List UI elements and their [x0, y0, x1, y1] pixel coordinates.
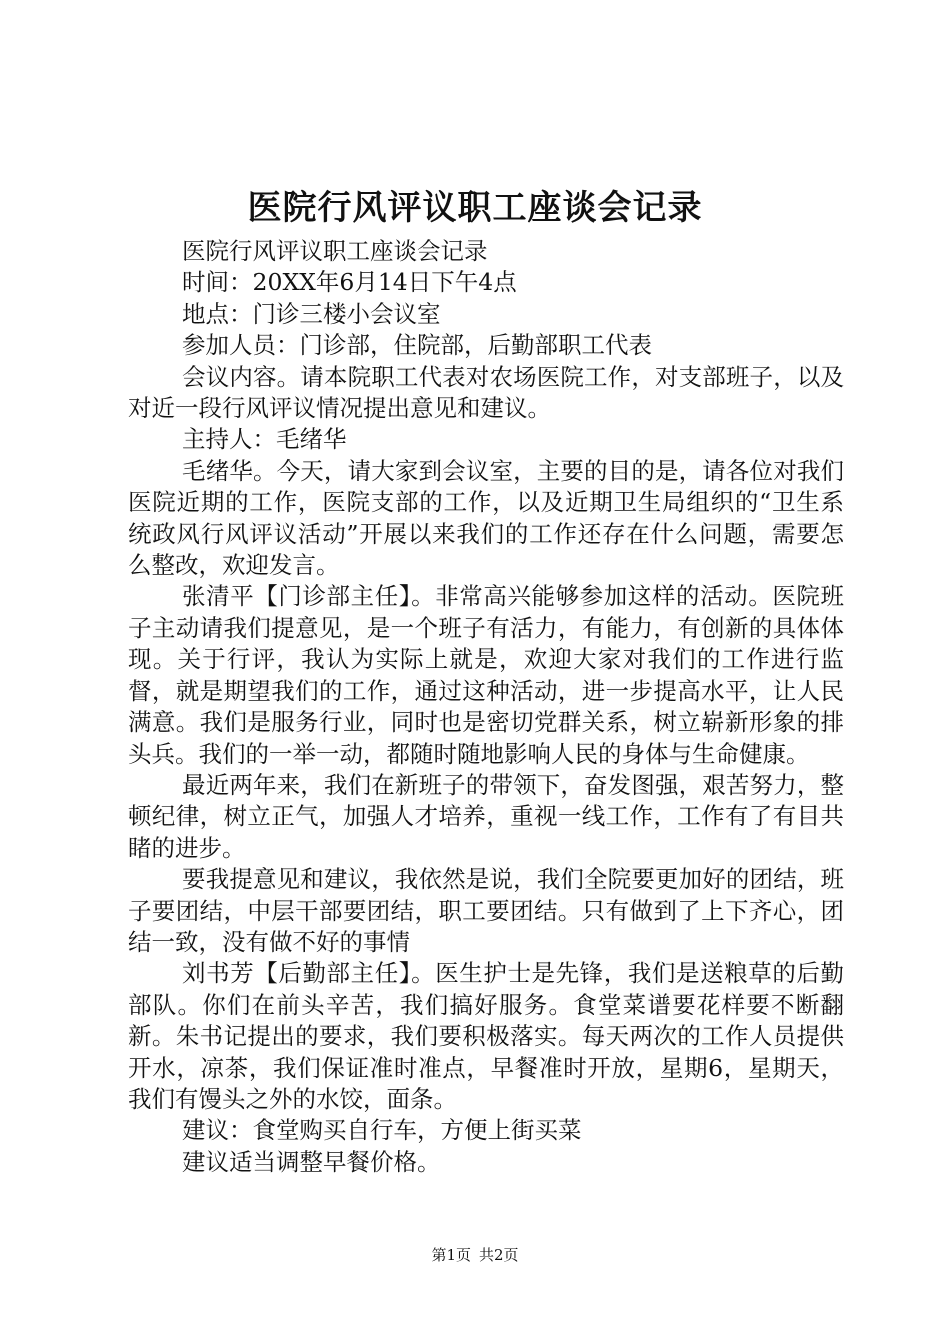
paragraph: 参加人员：门诊部，住院部，后勤部职工代表 — [182, 331, 653, 360]
document-title: 医院行风评议职工座谈会记录 — [247, 188, 703, 228]
paragraph: 建议适当调整早餐价格。 — [182, 1147, 441, 1176]
page-footer — [0, 1244, 950, 1266]
paragraph: 刘书芳【后勤部主任】。医生护士是先锋，我们是送粮草的后勤部队。你们在前头辛苦，我们搞好服务。食堂菜谱要花样要不断翻新。朱书记提出的要求，我们要积极落实。每天两次的工作人员提供开水，凉茶，我们保证准时准点，早餐准时开放，星期6，星期天，我们有馒头之外的水饺，面条。 — [128, 959, 844, 1113]
paragraph: 医院行风评议职工座谈会记录 — [182, 237, 488, 265]
paragraph: 建议：食堂购买自行车，方便上街买菜 — [182, 1116, 582, 1145]
page-total: 共2页 — [479, 1246, 519, 1264]
page-number: 第1页 — [431, 1246, 471, 1264]
paragraph: 时间：20XX年6月14日下午4点 — [182, 268, 517, 297]
document-body — [128, 236, 844, 1178]
paragraph: 要我提意见和建议，我依然是说，我们全院要更加好的团结，班子要团结，中层干部要团结，职工要团结。只有做到了上下齐心，团结一致，没有做不好的事情 — [128, 865, 844, 956]
paragraph: 张清平【门诊部主任】。非常高兴能够参加这样的活动。医院班子主动请我们提意见，是一个班子有活力，有能力，有创新的具体体现。关于行评，我认为实际上就是，欢迎大家对我们的工作进行监督，就是期望我们的工作，通过这种活动，进一步提高水平，让人民满意。我们是服务行业，同时也是密切党群关系，树立崭新形象的排头兵。我们的一举一动，都随时随地影响人民的身体与生命健康。 — [128, 582, 844, 768]
paragraph: 主持人：毛绪华 — [182, 425, 347, 454]
paragraph: 地点：门诊三楼小会议室 — [182, 299, 441, 328]
paragraph: 最近两年来，我们在新班子的带领下，奋发图强，艰苦努力，整顿纪律，树立正气，加强人才培养，重视一线工作，工作有了有目共睹的进步。 — [128, 770, 844, 862]
paragraph: 会议内容。请本院职工代表对农场医院工作，对支部班子，以及对近一段行风评议情况提出意见和建议。 — [128, 362, 844, 423]
paragraph: 毛绪华。今天，请大家到会议室，主要的目的是，请各位对我们医院近期的工作，医院支部的工作，以及近期卫生局组织的“卫生系统政风行风评议活动”开展以来我们的工作还存在什么问题，需要怎么整改，欢迎发言。 — [128, 456, 844, 580]
